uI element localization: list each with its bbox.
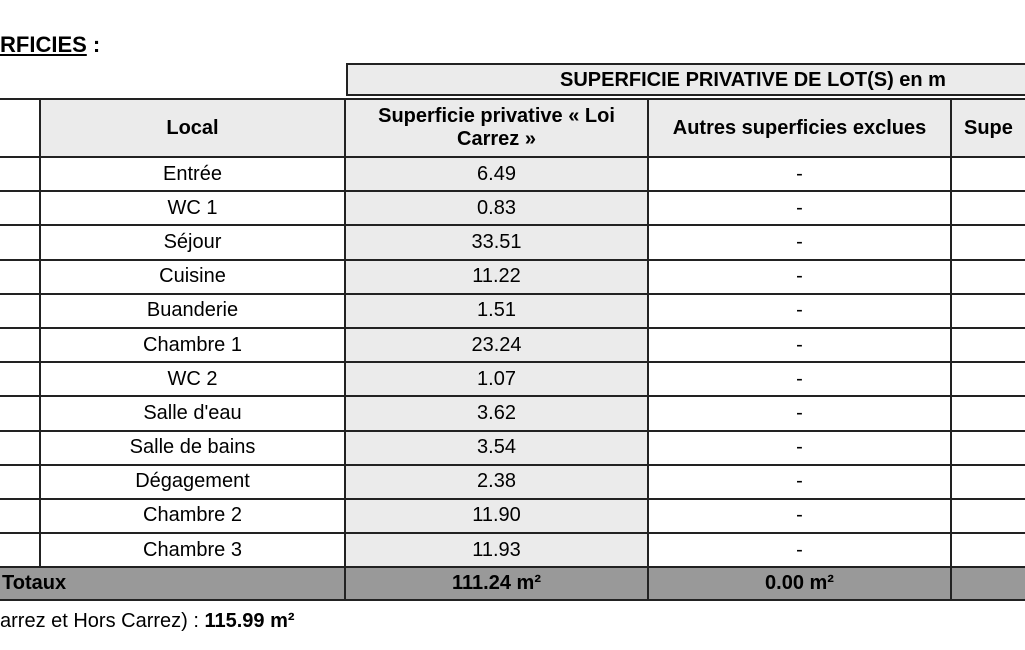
autres-cell: - bbox=[649, 432, 952, 466]
totals-autres: 0.00 m² bbox=[649, 568, 952, 601]
carrez-cell: 3.54 bbox=[346, 432, 649, 466]
header-blank-cell bbox=[0, 98, 41, 158]
autres-cell: - bbox=[649, 192, 952, 226]
next-cell bbox=[952, 192, 1025, 226]
local-cell: Entrée bbox=[41, 158, 346, 192]
carrez-cell: 33.51 bbox=[346, 226, 649, 260]
next-cell bbox=[952, 261, 1025, 295]
autres-cell: - bbox=[649, 500, 952, 534]
surface-table bbox=[0, 98, 1025, 601]
next-cell bbox=[952, 295, 1025, 329]
row-blank-cell bbox=[0, 226, 41, 260]
local-cell: Chambre 3 bbox=[41, 534, 346, 568]
totals-next bbox=[952, 568, 1025, 601]
carrez-cell: 1.07 bbox=[346, 363, 649, 397]
next-cell bbox=[952, 158, 1025, 192]
carrez-cell: 23.24 bbox=[346, 329, 649, 363]
totals-carrez: 111.24 m² bbox=[346, 568, 649, 601]
autres-cell: - bbox=[649, 329, 952, 363]
row-blank-cell bbox=[0, 534, 41, 568]
row-blank-cell bbox=[0, 295, 41, 329]
footer-note bbox=[0, 610, 295, 633]
local-cell: Chambre 2 bbox=[41, 500, 346, 534]
row-blank-cell bbox=[0, 329, 41, 363]
local-cell: Cuisine bbox=[41, 261, 346, 295]
carrez-cell: 3.62 bbox=[346, 397, 649, 431]
row-blank-cell bbox=[0, 397, 41, 431]
local-cell: WC 1 bbox=[41, 192, 346, 226]
next-cell bbox=[952, 226, 1025, 260]
carrez-cell: 6.49 bbox=[346, 158, 649, 192]
next-cell bbox=[952, 500, 1025, 534]
group-header: SUPERFICIE PRIVATIVE DE LOT(S) en m bbox=[346, 63, 1025, 96]
section-title-text: RFICIES bbox=[0, 32, 87, 57]
footer-note-value: 115.99 m² bbox=[204, 610, 295, 632]
row-blank-cell bbox=[0, 261, 41, 295]
autres-cell: - bbox=[649, 295, 952, 329]
totals-label: Totaux bbox=[0, 568, 346, 601]
section-title-suffix: : bbox=[86, 32, 101, 57]
row-blank-cell bbox=[0, 158, 41, 192]
row-blank-cell bbox=[0, 192, 41, 226]
next-cell bbox=[952, 397, 1025, 431]
autres-cell: - bbox=[649, 226, 952, 260]
section-title bbox=[0, 32, 100, 58]
footer-note-text: arrez et Hors Carrez) : bbox=[0, 610, 205, 632]
next-cell bbox=[952, 534, 1025, 568]
local-cell: Salle d'eau bbox=[41, 397, 346, 431]
autres-cell: - bbox=[649, 158, 952, 192]
local-cell: WC 2 bbox=[41, 363, 346, 397]
column-header-autres: Autres superficies exclues bbox=[649, 98, 952, 158]
carrez-cell: 11.93 bbox=[346, 534, 649, 568]
autres-cell: - bbox=[649, 397, 952, 431]
next-cell bbox=[952, 466, 1025, 500]
carrez-cell: 11.90 bbox=[346, 500, 649, 534]
autres-cell: - bbox=[649, 466, 952, 500]
carrez-cell: 11.22 bbox=[346, 261, 649, 295]
row-blank-cell bbox=[0, 432, 41, 466]
local-cell: Salle de bains bbox=[41, 432, 346, 466]
local-cell: Séjour bbox=[41, 226, 346, 260]
next-cell bbox=[952, 432, 1025, 466]
column-header-next: Supe bbox=[952, 98, 1025, 158]
carrez-cell: 0.83 bbox=[346, 192, 649, 226]
carrez-cell: 2.38 bbox=[346, 466, 649, 500]
autres-cell: - bbox=[649, 363, 952, 397]
row-blank-cell bbox=[0, 363, 41, 397]
row-blank-cell bbox=[0, 500, 41, 534]
next-cell bbox=[952, 329, 1025, 363]
local-cell: Chambre 1 bbox=[41, 329, 346, 363]
next-cell bbox=[952, 363, 1025, 397]
row-blank-cell bbox=[0, 466, 41, 500]
autres-cell: - bbox=[649, 534, 952, 568]
column-header-carrez: Superficie privative « Loi Carrez » bbox=[346, 98, 649, 158]
local-cell: Buanderie bbox=[41, 295, 346, 329]
column-header-local: Local bbox=[41, 98, 346, 158]
carrez-cell: 1.51 bbox=[346, 295, 649, 329]
autres-cell: - bbox=[649, 261, 952, 295]
local-cell: Dégagement bbox=[41, 466, 346, 500]
